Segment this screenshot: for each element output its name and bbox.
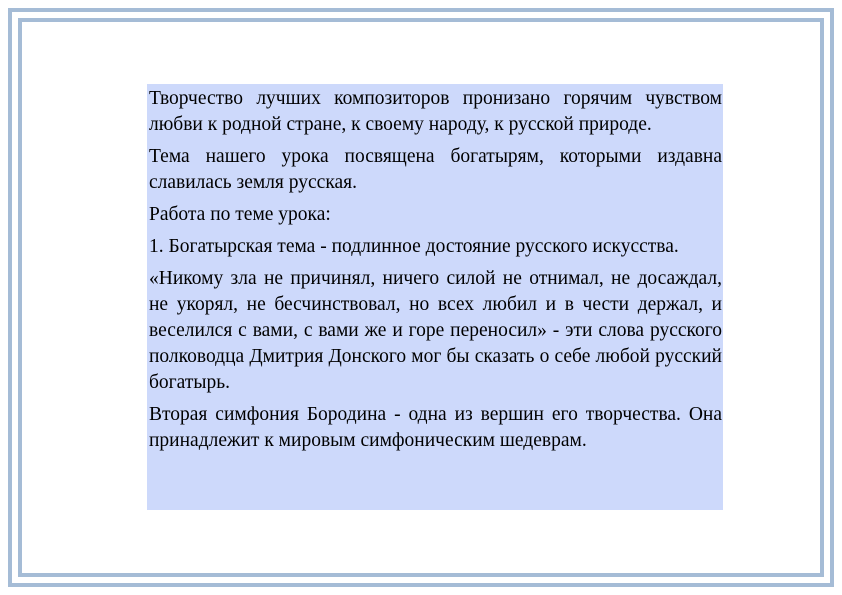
paragraph-borodin: Вторая симфония Бородина - одна из вершин его творчества. Она принадлежит к мировым симфоническим шедеврам. (149, 404, 722, 451)
slide-text-box (147, 84, 723, 510)
paragraph-point-1: 1. Богатырская тема - подлинное достояние русского искусства. (149, 236, 679, 257)
paragraph-lesson-topic: Тема нашего урока посвящена богатырям, которыми издавна славилась земля русская. (149, 146, 722, 193)
paragraph-intro: Творчество лучших композиторов пронизано горячим чувством любви к родной стране, к своему народу, к русской природе. (149, 88, 722, 135)
paragraph-work-heading: Работа по теме урока: (149, 204, 331, 225)
paragraph-quote: «Никому зла не причинял, ничего силой не отнимал, не досаждал, не укорял, не бесчинствовал, но всех любил и в чести держал, и веселился с вами, с вами же и горе переносил» - эти слова русского полководца Дмитрия Донского мог бы сказать о себе любой русский богатырь. (149, 268, 722, 393)
